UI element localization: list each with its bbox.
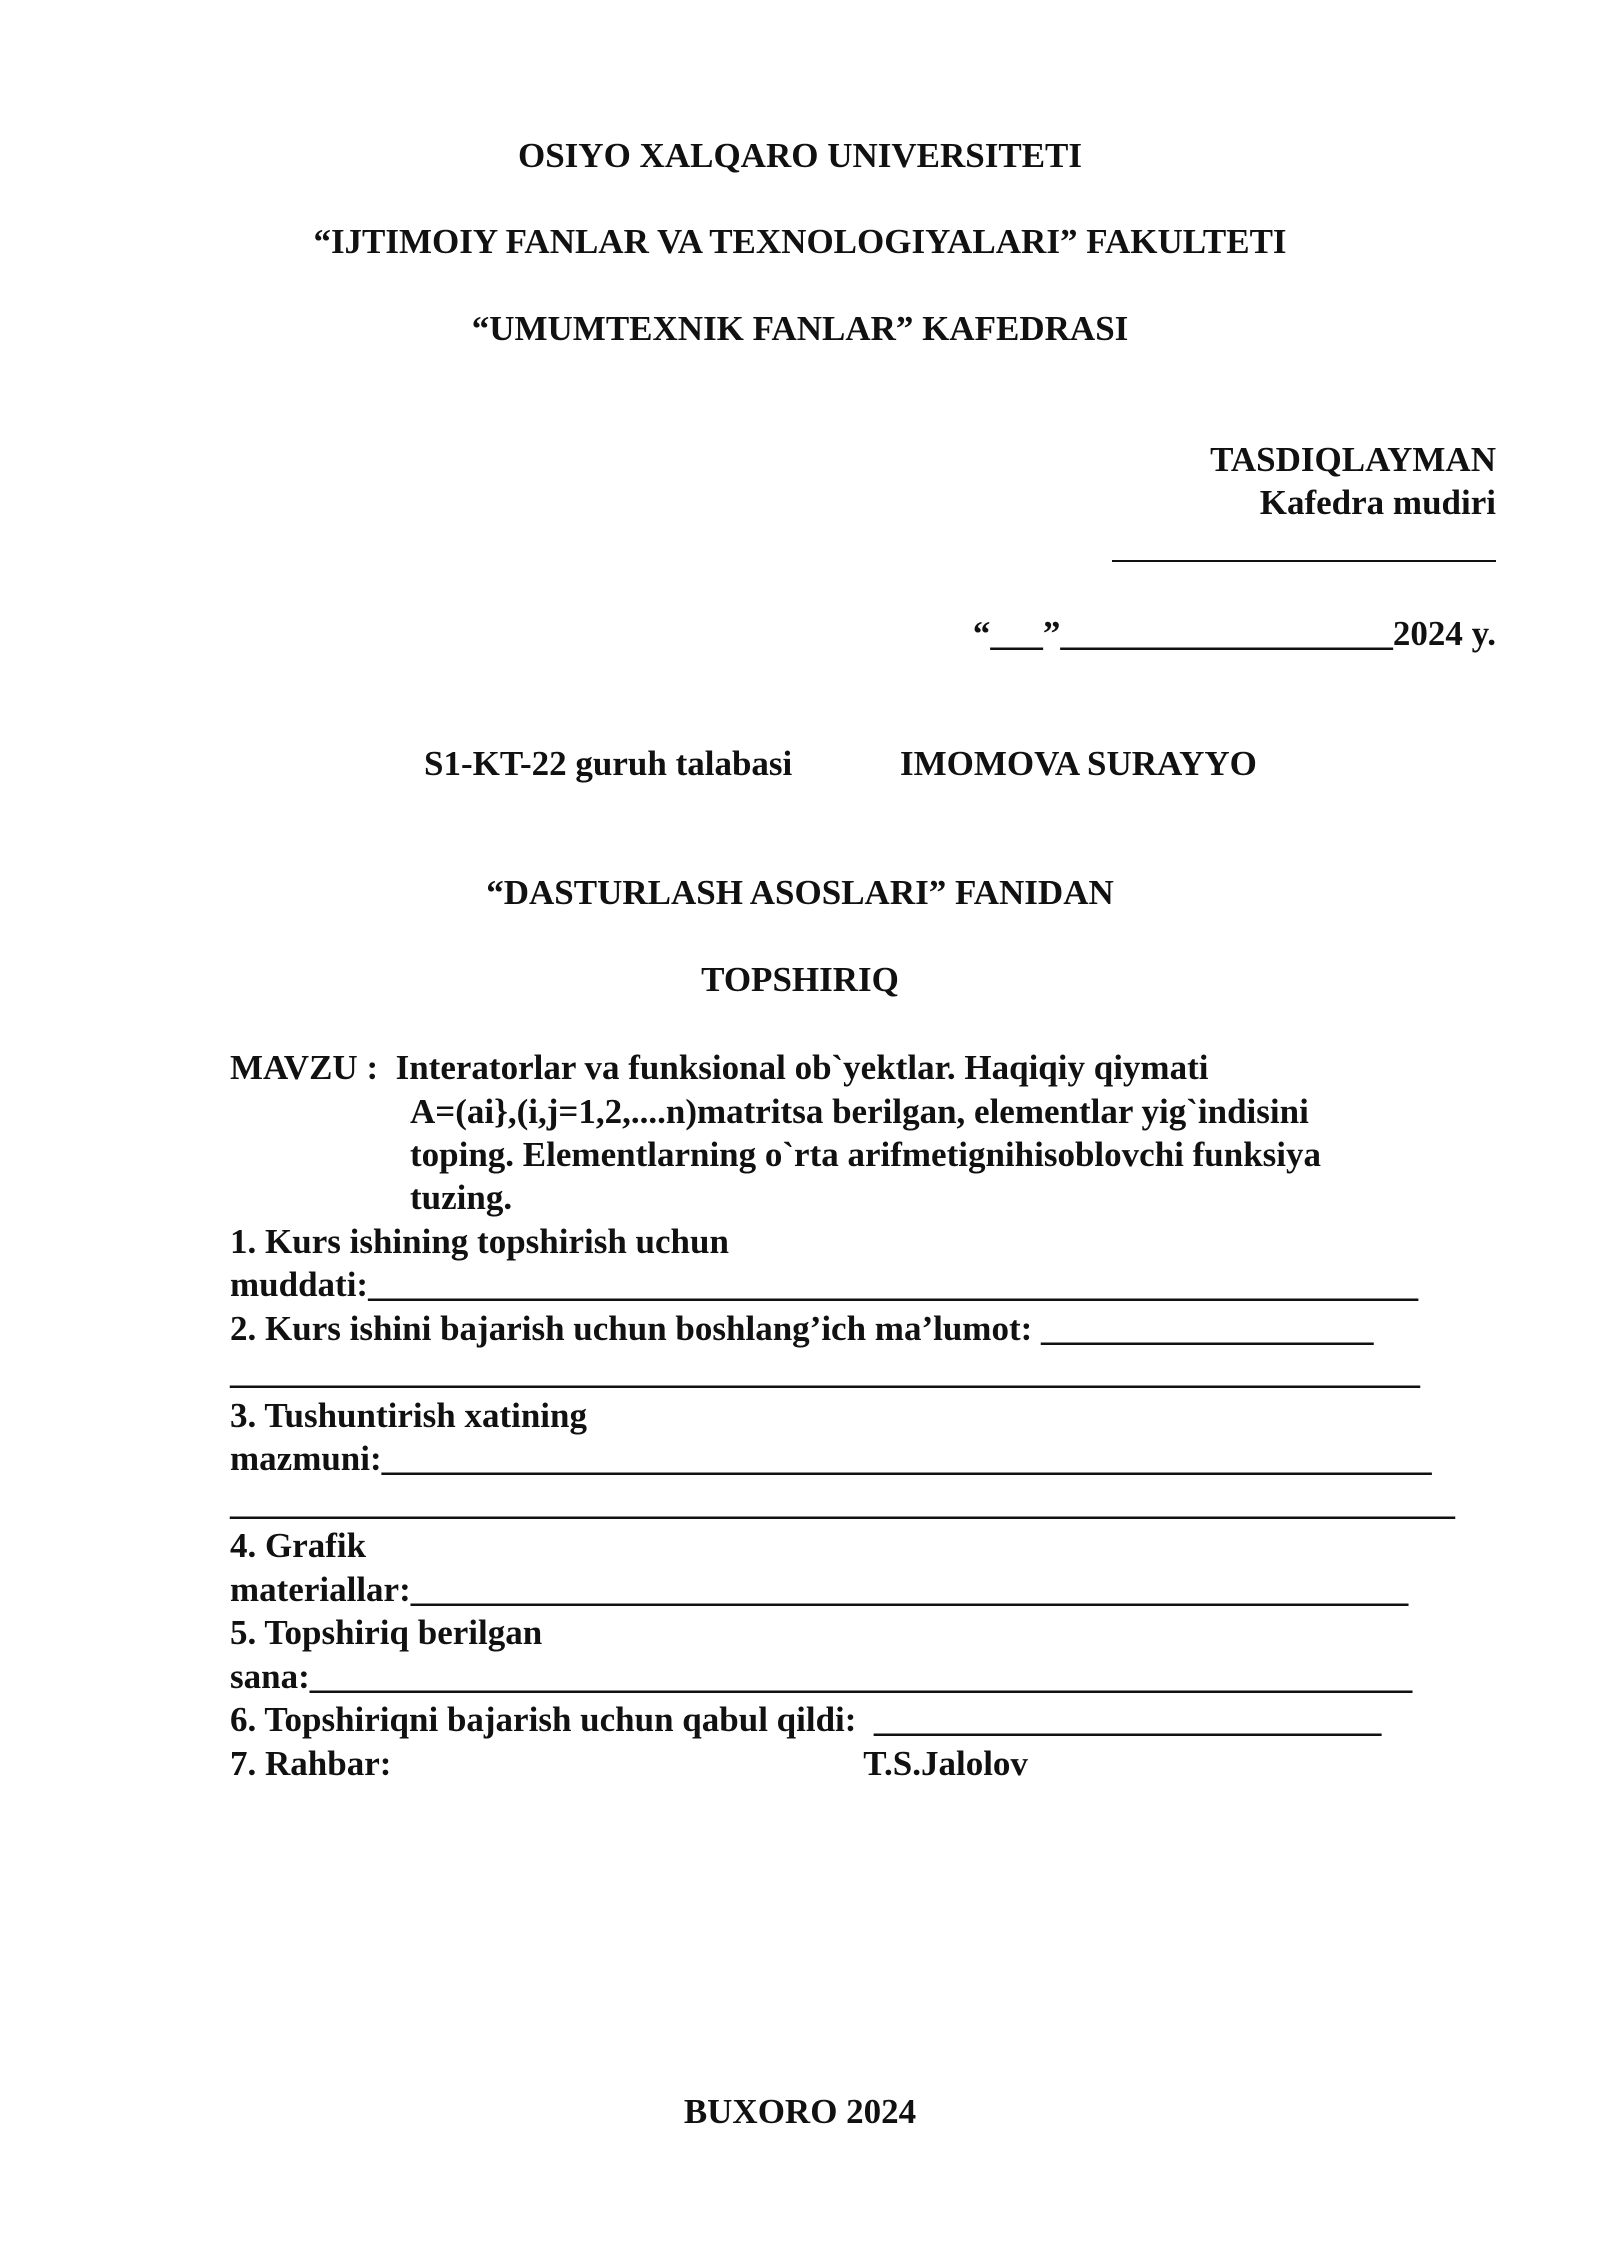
item-explanation-blank: ______________________________________________________________________ — [230, 1483, 1455, 1522]
topic-line: toping. Elementlarning o`rta arifmetignihisoblovchi funksiya — [410, 1135, 1322, 1174]
topic-line: tuzing. — [410, 1178, 513, 1217]
faculty-name: “IJTIMOIY FANLAR VA TEXNOLOGIYALARI” FAKULTETI — [313, 222, 1287, 261]
item-initial-data-blank: ____________________________________________________________________ — [230, 1352, 1420, 1391]
document-type: TOPSHIRIQ — [701, 960, 899, 999]
approval-date-line: “___”___________________2024 y. — [972, 614, 1496, 653]
approval-signature-line — [1112, 560, 1496, 562]
item-accepted: 6. Topshiriqni bajarish uchun qabul qildi: _____________________________ — [230, 1700, 1382, 1739]
topic-line: A=(ai},(i,j=1,2,....n)matritsa berilgan, elementlar yig`indisini — [410, 1092, 1309, 1131]
item-explanation-field: mazmuni:____________________________________________________________ — [230, 1439, 1432, 1478]
course-title: “DASTURLASH ASOSLARI” FANIDAN — [486, 873, 1114, 912]
university-name: OSIYO XALQARO UNIVERSITETI — [517, 136, 1083, 175]
city-year: BUXORO 2024 — [683, 2092, 917, 2131]
item-deadline-label: 1. Kurs ishining topshirish uchun — [230, 1222, 729, 1261]
item-issued-field: sana:_______________________________________________________________ — [230, 1657, 1413, 1696]
student-name: IMOMOVA SURAYYO — [900, 744, 1257, 783]
item-graphics-field: materiallar:_________________________________________________________ — [230, 1570, 1409, 1609]
item-supervisor: 7. Rahbar: T.S.Jalolov — [230, 1744, 1028, 1783]
approval-title: TASDIQLAYMAN — [1210, 440, 1496, 479]
item-issued-label: 5. Topshiriq berilgan — [230, 1613, 543, 1652]
item-deadline-field: muddati:____________________________________________________________ — [230, 1265, 1419, 1304]
item-explanation-label: 3. Tushuntirish xatining — [230, 1396, 587, 1435]
approval-role: Kafedra mudiri — [1259, 483, 1496, 522]
topic-line: MAVZU : Interatorlar va funksional ob`yektlar. Haqiqiy qiymati — [230, 1048, 1209, 1087]
department-name: “UMUMTEXNIK FANLAR” KAFEDRASI — [471, 309, 1129, 348]
item-graphics-label: 4. Grafik — [230, 1526, 367, 1565]
student-group: S1-KT-22 guruh talabasi — [424, 744, 793, 783]
item-initial-data: 2. Kurs ishini bajarish uchun boshlang’ich ma’lumot: ___________________ — [230, 1309, 1374, 1348]
